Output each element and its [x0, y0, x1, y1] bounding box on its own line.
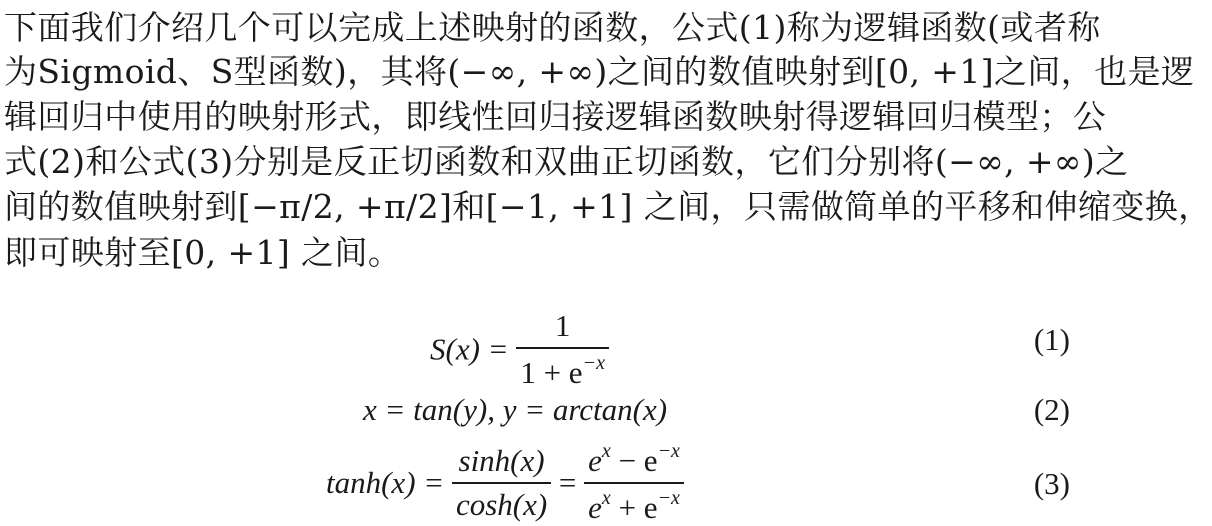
- equation-number: (2): [1033, 392, 1070, 427]
- paragraph-line: 为Sigmoid、S型函数)，其将(−∞, +∞)之间的数值映射到[0, +1]之间，也是逻: [4, 52, 1195, 91]
- paragraph-line: 即可映射至[0, +1] 之间。: [4, 233, 402, 272]
- base: e: [588, 490, 602, 525]
- equation-lhs: S(x) =: [430, 331, 509, 367]
- paragraph-line: 间的数值映射到[−π/2, +π/2]和[−1, +1] 之间，只需做简单的平移和伸缩变换，: [4, 187, 1212, 226]
- equation-lhs: tanh(x) =: [326, 465, 445, 500]
- equation-number: (1): [1033, 322, 1070, 357]
- exponent: −x: [657, 440, 680, 462]
- fraction-numerator: 1: [554, 308, 571, 343]
- operator: − e: [610, 443, 658, 478]
- paragraph-line: 式(2)和公式(3)分别是反正切函数和双曲正切函数，它们分别将(−∞, +∞)之: [4, 142, 1129, 181]
- equation-tanh: [326, 440, 684, 526]
- paragraph-line: 下面我们介绍几个可以完成上述映射的函数，公式(1)称为逻辑函数(或者称: [4, 8, 1101, 47]
- fraction-bar: [516, 347, 609, 349]
- exponent: −x: [657, 487, 680, 509]
- base: e: [588, 443, 602, 478]
- exponent: x: [601, 440, 611, 462]
- fraction: [452, 443, 551, 523]
- equation-arctan: x = tan(y), y = arctan(x): [363, 392, 668, 427]
- fraction-numerator: [584, 440, 684, 479]
- fraction-denominator: [516, 352, 609, 391]
- equation-sigmoid: [430, 308, 609, 391]
- exponent: x: [601, 487, 611, 509]
- equation-number: (3): [1033, 466, 1070, 501]
- fraction: [584, 440, 684, 526]
- fraction: [516, 308, 609, 391]
- fraction-numerator: sinh(x): [458, 443, 545, 478]
- fraction-bar: [452, 482, 551, 484]
- operator: + e: [610, 490, 658, 525]
- fraction-denominator: [584, 487, 684, 526]
- fraction-denominator: cosh(x): [455, 487, 548, 522]
- denominator-base: 1 + e: [520, 355, 583, 390]
- exponent: −x: [582, 352, 605, 374]
- equals-sign: =: [558, 465, 577, 500]
- paragraph-line: 辑回归中使用的映射形式，即线性回归接逻辑函数映射得逻辑回归模型；公: [4, 97, 1107, 136]
- fraction-bar: [584, 482, 684, 484]
